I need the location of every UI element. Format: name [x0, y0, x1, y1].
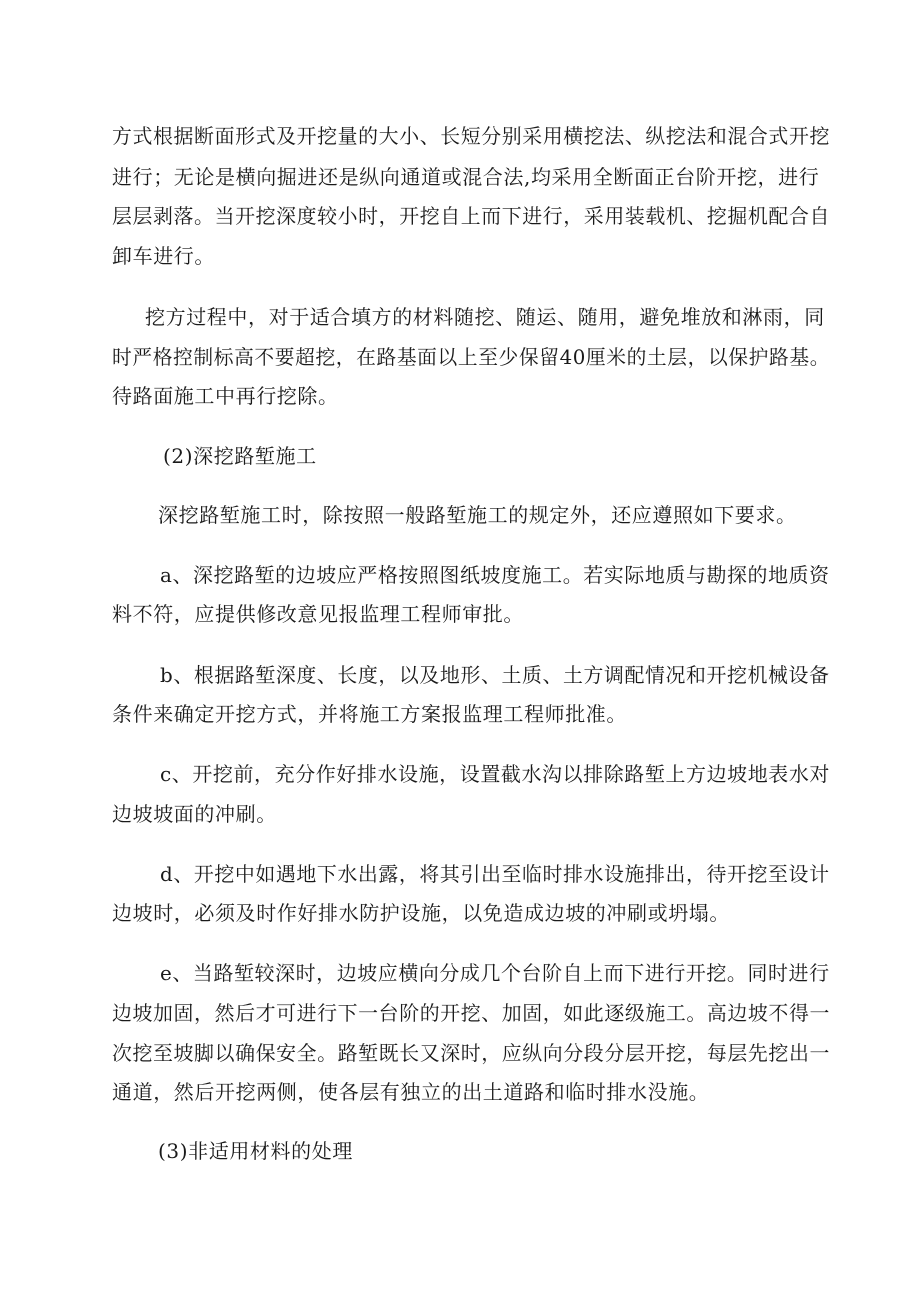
item-a-line-2: 料不符，应提供修改意见报监理工程师审批。	[112, 602, 524, 627]
item-e-line-1: e、当路堑较深时，边坡应横向分成几个台阶自上而下进行开挖。同时进行	[160, 961, 830, 986]
paragraph-3-line-1: 深挖路堑施工时，除按照一般路堑施工的规定外，还应遵照如下要求。	[158, 503, 797, 528]
section-heading-3: (3)非适用材料的处理	[158, 1139, 353, 1163]
paragraph-1-line-2: 进行；无论是横向掘进还是纵向通道或混合法,均采用全断面正台阶开挖，进行	[112, 164, 820, 189]
paragraph-2-line-2: 时严格控制标高不要超挖，在路基面以上至少保留40厘米的土层，以保护路基。	[112, 344, 831, 369]
paragraph-1-line-1: 方式根据断面形式及开挖量的大小、长短分别采用横挖法、纵挖法和混合式开挖	[112, 124, 830, 148]
item-e-line-4: 通道，然后开挖两侧，使各层有独立的出土道路和临时排水没施。	[112, 1080, 710, 1105]
paragraph-2-line-3: 待路面施工中再行挖除。	[112, 384, 339, 409]
paragraph-1-line-4: 卸车进行。	[112, 243, 215, 268]
item-c-line-2: 边坡坡面的冲刷。	[112, 802, 277, 826]
item-e-line-2: 边坡加固，然后才可进行下一台阶的开挖、加固，如此逐级施工。高边坡不得一	[112, 1001, 830, 1026]
section-heading-2: (2)深挖路堑施工	[163, 443, 317, 468]
item-e-line-3: 次挖至坡脚以确保安全。路堑既长又深时，应纵向分段分层开挖，每层先挖出一	[112, 1040, 830, 1065]
item-a-line-1: a、深挖路堑的边坡应严格按照图纸坡度施工。若实际地质与勘探的地质资	[160, 562, 830, 587]
paragraph-1-line-3: 层层剥落。当开挖深度较小时，开挖自上而下进行，采用装载机、挖掘机配合自	[112, 204, 830, 229]
item-d-line-2: 边坡时，必须及时作好排水防护设施，以免造成边坡的冲刷或坍塌。	[112, 901, 730, 926]
item-d-line-1: d、开挖中如遇地下水出露，将其引出至临时排水设施排出，待开挖至设计	[160, 861, 830, 886]
paragraph-2-line-1: 挖方过程中，对于适合填方的材料随挖、随运、随用，避免堆放和淋雨，同	[145, 304, 825, 329]
item-c-line-1: c、开挖前，充分作好排水设施，设置截水沟以排除路堑上方边坡地表水对	[160, 761, 831, 786]
item-b-line-1: b、根据路堑深度、长度，以及地形、土质、土方调配情况和开挖机械设备	[160, 662, 830, 687]
item-b-line-2: 条件来确定开挖方式，并将施工方案报监理工程师批准。	[112, 702, 627, 727]
